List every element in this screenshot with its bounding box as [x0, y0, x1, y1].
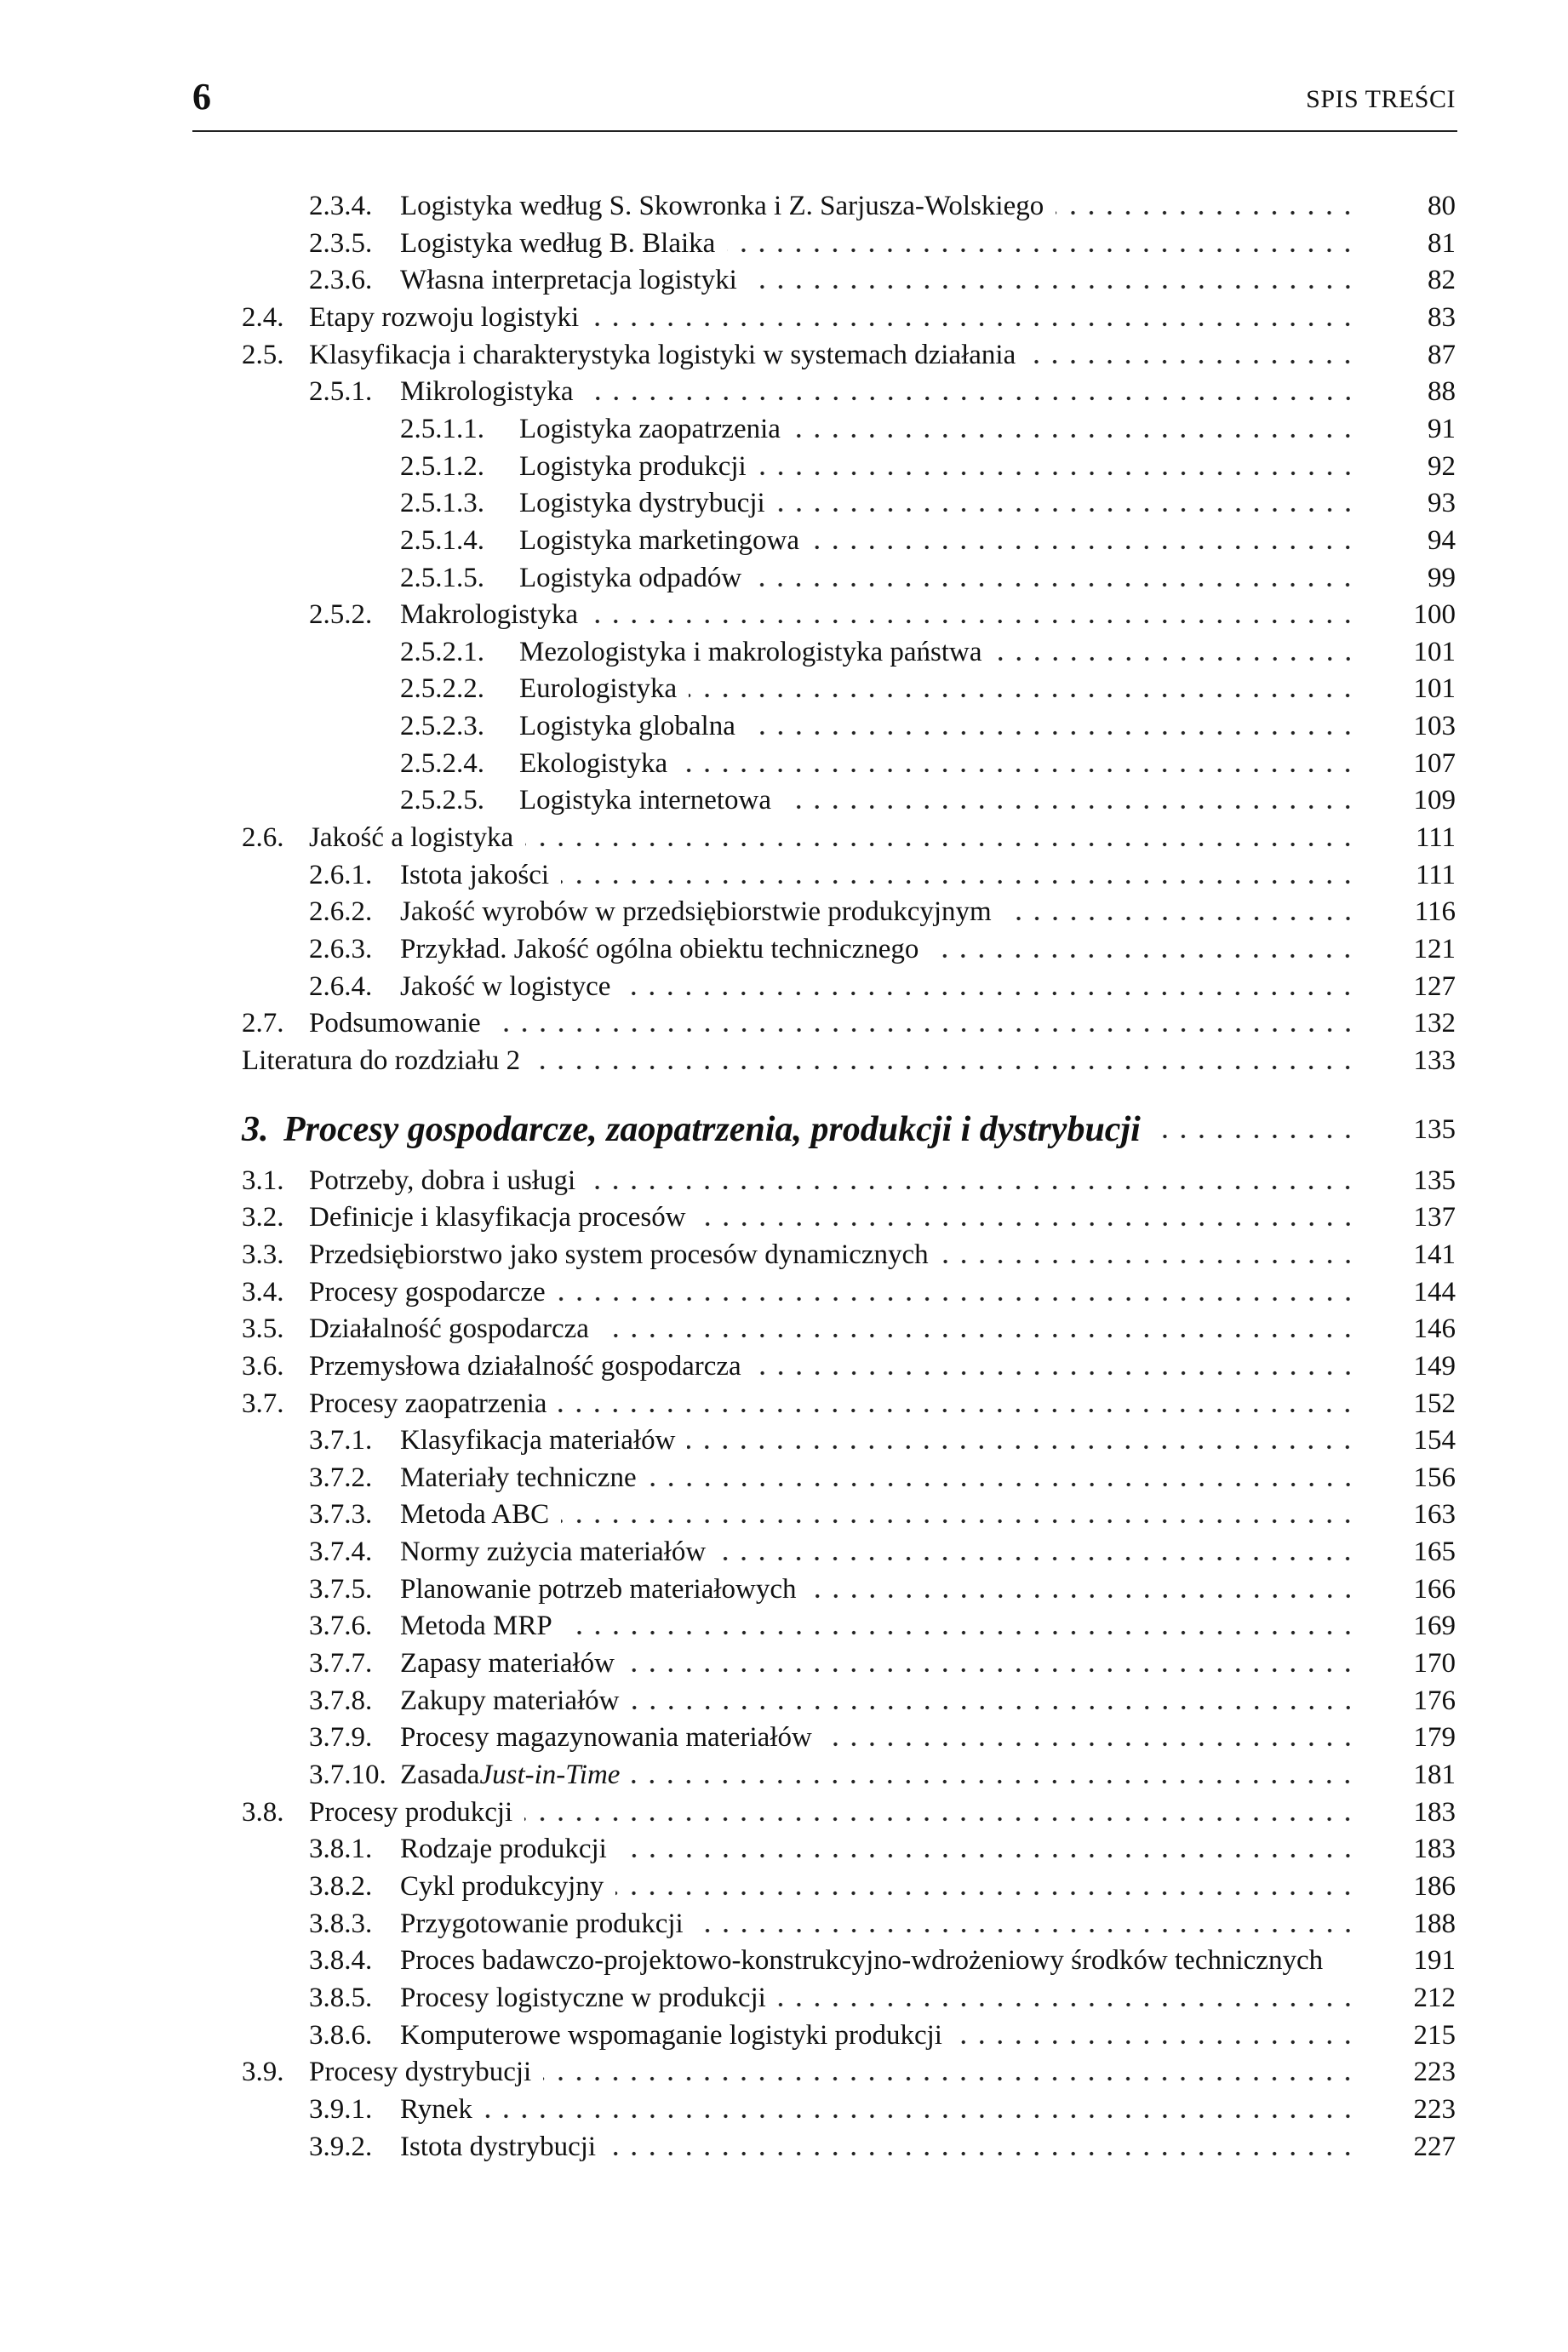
- entry-number: 2.5.1.5.: [400, 562, 484, 593]
- entry-number: 3.8.6.: [309, 2019, 373, 2051]
- entry-title: Jakość w logistyce: [400, 970, 611, 1002]
- toc-entry: [0, 856, 1568, 894]
- toc-entry: [0, 559, 1568, 597]
- dot-leader: [994, 655, 1358, 663]
- entry-number: 3.7.1.: [309, 1425, 373, 1456]
- entry-number: 3.4.: [242, 1276, 284, 1308]
- dot-leader: [525, 840, 1357, 849]
- entry-page-number: 109: [1413, 785, 1456, 816]
- entry-title: Procesy gospodarcze: [309, 1276, 546, 1308]
- entry-page-number: 103: [1413, 711, 1456, 742]
- entry-number: 3.9.: [242, 2057, 284, 2088]
- entry-page-number: 191: [1413, 1945, 1456, 1977]
- entry-page-number: 91: [1428, 413, 1456, 444]
- entry-number: 2.4.: [242, 301, 284, 333]
- entry-title: Logistyka według S. Skowronka i Z. Sarjusza-Wolskiego: [400, 191, 1044, 221]
- toc-entry: [0, 1942, 1568, 1979]
- entry-page-number: 141: [1413, 1239, 1456, 1270]
- toc-chapter-entry: [0, 1106, 1568, 1153]
- entry-page-number: 135: [1413, 1113, 1456, 1145]
- entry-page-number: 94: [1428, 524, 1456, 556]
- entry-number: 2.6.: [242, 822, 284, 854]
- entry-page-number: 82: [1428, 265, 1456, 296]
- entry-title: Procesy zaopatrzenia: [309, 1388, 547, 1419]
- entry-title: Potrzeby, dobra i usługi: [309, 1165, 576, 1196]
- toc-entry: [0, 299, 1568, 336]
- dot-leader: [930, 952, 1357, 960]
- toc-entry: [0, 1042, 1568, 1079]
- toc-entry: [0, 1004, 1568, 1042]
- entry-number: 2.5.2.1.: [400, 636, 484, 667]
- dot-leader: [586, 394, 1358, 403]
- entry-title: Cykl produkcyjny: [400, 1870, 604, 1902]
- entry-number: 3.: [242, 1109, 269, 1149]
- dot-leader: [809, 1592, 1358, 1600]
- entry-page-number: 166: [1413, 1573, 1456, 1605]
- dot-leader: [558, 1295, 1357, 1303]
- entry-title: Logistyka dystrybucji: [519, 488, 765, 519]
- entry-number: 3.9.1.: [309, 2093, 373, 2125]
- toc-entry: [0, 1310, 1568, 1348]
- entry-title: Rynek: [400, 2093, 472, 2125]
- toc-entry: [0, 2053, 1568, 2091]
- toc-entry: [0, 410, 1568, 448]
- entry-title: Mikrologistyka: [400, 376, 574, 408]
- dot-leader: [561, 1517, 1357, 1525]
- toc-entry: [0, 1496, 1568, 1533]
- toc-entry: [0, 745, 1568, 782]
- entry-title: Eurologistyka: [519, 673, 678, 705]
- entry-title: Przemysłowa działalność gospodarcza: [309, 1350, 741, 1382]
- toc-entry: [0, 2091, 1568, 2128]
- entry-page-number: 83: [1428, 301, 1456, 333]
- dot-leader: [778, 2000, 1357, 2009]
- entry-title: Własna interpretacja logistyki: [400, 265, 737, 296]
- toc-entry: [0, 819, 1568, 856]
- entry-number: 2.6.2.: [309, 896, 373, 928]
- toc-entry: [0, 187, 1568, 225]
- entry-title: Logistyka marketingowa: [519, 524, 800, 556]
- entry-number: 2.5.1.3.: [400, 488, 484, 519]
- entry-page-number: 132: [1413, 1008, 1456, 1039]
- entry-title: Komputerowe wspomaganie logistyki produkcji: [400, 2019, 942, 2051]
- entry-page-number: 152: [1413, 1388, 1456, 1419]
- entry-number: 2.5.2.: [309, 599, 373, 631]
- toc-entry: [0, 1273, 1568, 1311]
- toc-entry: [0, 1682, 1568, 1720]
- entry-title: Działalność gospodarcza: [309, 1313, 589, 1345]
- dot-leader: [649, 1480, 1357, 1489]
- header-rule: [192, 130, 1457, 132]
- dot-leader: [698, 1220, 1357, 1228]
- dot-leader: [695, 1926, 1357, 1935]
- entry-title: Ekologistyka: [519, 747, 668, 779]
- page-number: 6: [192, 76, 211, 117]
- entry-title: Procesy logistyczne w produkcji: [400, 1982, 766, 2013]
- entry-page-number: 100: [1413, 599, 1456, 631]
- entry-page-number: 133: [1413, 1044, 1456, 1076]
- entry-page-number: 227: [1413, 2131, 1456, 2162]
- toc-entry: [0, 373, 1568, 410]
- entry-number: 2.5.1.: [309, 376, 373, 408]
- entry-number: 2.3.5.: [309, 227, 373, 259]
- entry-page-number: 87: [1428, 339, 1456, 370]
- entry-number: 3.9.2.: [309, 2131, 373, 2162]
- toc-entry: [0, 2017, 1568, 2054]
- entry-number: 3.7.7.: [309, 1648, 373, 1680]
- toc-entry: [0, 670, 1568, 707]
- entry-page-number: 170: [1413, 1648, 1456, 1680]
- toc-entry: [0, 225, 1568, 262]
- toc-entry: [0, 1905, 1568, 1943]
- toc-entry: [0, 2128, 1568, 2166]
- entry-number: 3.8.: [242, 1796, 284, 1828]
- entry-number: 3.8.3.: [309, 1908, 373, 1939]
- entry-title: Materiały techniczne: [400, 1462, 637, 1493]
- toc-entry: [0, 1533, 1568, 1571]
- dot-leader: [1027, 358, 1357, 366]
- dot-leader: [824, 1740, 1357, 1748]
- dot-leader: [493, 1026, 1357, 1034]
- toc-entry: [0, 1830, 1568, 1868]
- dot-leader: [777, 506, 1357, 514]
- entry-number: 2.5.1.2.: [400, 450, 484, 482]
- entry-title: Proces badawczo-projektowo-konstrukcyjno-wdrożeniowy środków technicznych: [400, 1945, 1324, 1977]
- entry-page-number: 101: [1413, 673, 1456, 705]
- toc-entry: [0, 261, 1568, 299]
- toc-entry: [0, 1571, 1568, 1608]
- toc-entry: [0, 1979, 1568, 2017]
- toc-entry: [0, 707, 1568, 745]
- entry-number: 3.7.5.: [309, 1573, 373, 1605]
- toc-entry: [0, 893, 1568, 930]
- dot-leader: [564, 1628, 1357, 1637]
- entry-title-italic: Just-in-Time: [479, 1760, 621, 1790]
- toc-entry: [0, 1236, 1568, 1273]
- dot-leader: [608, 2149, 1357, 2158]
- toc-entry: [0, 968, 1568, 1005]
- entry-page-number: 144: [1413, 1276, 1456, 1308]
- dot-leader: [687, 1443, 1357, 1451]
- toc-entry: [0, 1794, 1568, 1831]
- entry-title: Procesy gospodarcze, zaopatrzenia, produkcji i dystrybucji: [283, 1109, 1141, 1149]
- entry-number: 2.5.2.3.: [400, 711, 484, 742]
- toc-entry: [0, 1199, 1568, 1236]
- entry-page-number: 181: [1413, 1760, 1456, 1790]
- entry-title: Planowanie potrzeb materiałowych: [400, 1573, 797, 1605]
- entry-number: 3.7.6.: [309, 1611, 373, 1642]
- toc-entry: [0, 1348, 1568, 1385]
- entry-page-number: 186: [1413, 1870, 1456, 1902]
- dot-leader: [1004, 914, 1357, 923]
- entry-number: 3.6.: [242, 1350, 284, 1382]
- entry-title: Zapasy materiałów: [400, 1648, 615, 1680]
- entry-number: 2.5.1.4.: [400, 524, 484, 556]
- entry-page-number: 179: [1413, 1722, 1456, 1754]
- entry-title: Makrologistyka: [400, 599, 578, 631]
- dot-leader: [622, 989, 1357, 998]
- entry-page-number: 154: [1413, 1425, 1456, 1456]
- entry-number: 3.5.: [242, 1313, 284, 1345]
- dot-leader: [591, 320, 1357, 329]
- entry-page-number: 212: [1413, 1982, 1456, 2013]
- dot-leader: [811, 543, 1357, 552]
- dot-leader: [558, 1406, 1357, 1415]
- dot-leader: [954, 2038, 1357, 2046]
- toc-entry: [0, 336, 1568, 374]
- entry-number: 3.8.4.: [309, 1945, 373, 1977]
- entry-number: 2.5.2.4.: [400, 747, 484, 779]
- toc-entry: [0, 633, 1568, 671]
- toc-entry: [0, 1422, 1568, 1459]
- dot-leader: [561, 878, 1357, 886]
- dot-leader: [753, 581, 1357, 589]
- entry-page-number: 127: [1413, 970, 1456, 1002]
- entry-page-number: 223: [1413, 2093, 1456, 2125]
- entry-title: Zakupy materiałów: [400, 1685, 620, 1716]
- entry-title: Metoda ABC: [400, 1499, 550, 1531]
- dot-leader: [632, 1777, 1357, 1786]
- dot-leader: [727, 246, 1357, 255]
- entry-page-number: 107: [1413, 747, 1456, 779]
- dot-leader: [627, 1666, 1357, 1674]
- entry-page-number: 121: [1413, 934, 1456, 964]
- toc-entry: [0, 930, 1568, 968]
- toc-entry: [0, 522, 1568, 559]
- entry-title: Rodzaje produkcji: [400, 1834, 607, 1865]
- entry-title: Metoda MRP: [400, 1611, 552, 1642]
- entry-title: Normy zużycia materiałów: [400, 1537, 707, 1568]
- entry-title: Przygotowanie produkcji: [400, 1908, 684, 1939]
- entry-number: 2.3.4.: [309, 191, 373, 221]
- entry-number: 3.7.9.: [309, 1722, 373, 1754]
- entry-page-number: 99: [1428, 562, 1456, 593]
- dot-leader: [679, 766, 1357, 775]
- entry-number: 2.3.6.: [309, 265, 373, 296]
- entry-title: Podsumowanie: [309, 1008, 481, 1039]
- entry-number: 2.6.3.: [309, 934, 373, 964]
- entry-title: Klasyfikacja i charakterystyka logistyki w systemach działania: [309, 339, 1016, 370]
- entry-number: 3.7.8.: [309, 1685, 373, 1716]
- entry-title: Jakość a logistyka: [309, 822, 514, 854]
- dot-leader: [532, 1063, 1357, 1072]
- entry-title: Przedsiębiorstwo jako system procesów dynamicznych: [309, 1239, 929, 1270]
- entry-page-number: 92: [1428, 450, 1456, 482]
- toc-entry: [0, 1645, 1568, 1682]
- entry-title: Logistyka według B. Blaika: [400, 227, 716, 259]
- toc-entry: [0, 1459, 1568, 1496]
- entry-page-number: 156: [1413, 1462, 1456, 1493]
- entry-number: 3.8.2.: [309, 1870, 373, 1902]
- entry-page-number: 176: [1413, 1685, 1456, 1716]
- entry-page-number: 93: [1428, 488, 1456, 519]
- entry-number: 2.7.: [242, 1008, 284, 1039]
- entry-page-number: 183: [1413, 1834, 1456, 1865]
- dot-leader: [749, 283, 1357, 291]
- entry-title: Logistyka odpadów: [519, 562, 742, 593]
- dot-leader: [753, 1369, 1357, 1377]
- toc-entry: [0, 484, 1568, 522]
- entry-page-number: 137: [1413, 1202, 1456, 1233]
- entry-page-number: 165: [1413, 1537, 1456, 1568]
- entry-title: Logistyka produkcji: [519, 450, 747, 482]
- entry-number: 2.5.2.5.: [400, 785, 484, 816]
- toc-entry: [0, 596, 1568, 633]
- entry-page-number: 116: [1414, 896, 1456, 928]
- entry-title: Logistyka globalna: [519, 711, 735, 742]
- dot-leader: [747, 729, 1357, 737]
- entry-number: 2.5.1.1.: [400, 413, 484, 444]
- dot-leader: [783, 803, 1357, 811]
- entry-number: 3.7.10.: [309, 1760, 386, 1790]
- entry-number: 2.5.2.2.: [400, 673, 484, 705]
- entry-title: Istota dystrybucji: [400, 2131, 597, 2162]
- dot-leader: [590, 617, 1357, 626]
- entry-title: Mezologistyka i makrologistyka państwa: [519, 636, 982, 667]
- entry-page-number: 215: [1413, 2019, 1456, 2051]
- dot-leader: [524, 1815, 1357, 1823]
- entry-page-number: 146: [1413, 1313, 1456, 1345]
- dot-leader: [1153, 1132, 1357, 1141]
- entry-page-number: 223: [1413, 2057, 1456, 2088]
- entry-page-number: 80: [1428, 191, 1456, 221]
- entry-page-number: 149: [1413, 1350, 1456, 1382]
- entry-title: Etapy rozwoju logistyki: [309, 301, 580, 333]
- entry-number: 3.2.: [242, 1202, 284, 1233]
- entry-number: 3.3.: [242, 1239, 284, 1270]
- entry-page-number: 111: [1415, 859, 1456, 890]
- entry-title: Logistyka internetowa: [519, 785, 772, 816]
- toc-entry: [0, 448, 1568, 485]
- entry-page-number: 81: [1428, 227, 1456, 259]
- entry-title: Procesy magazynowania materiałów: [400, 1722, 812, 1754]
- entry-title: Zasada: [400, 1760, 480, 1790]
- entry-number: 3.7.: [242, 1388, 284, 1419]
- dot-leader: [941, 1257, 1357, 1266]
- entry-number: 3.7.2.: [309, 1462, 373, 1493]
- entry-page-number: 188: [1413, 1908, 1456, 1939]
- dot-leader: [632, 1703, 1358, 1712]
- entry-page-number: 111: [1415, 822, 1456, 854]
- entry-title: Procesy dystrybucji: [309, 2057, 532, 2088]
- toc-entry: [0, 1607, 1568, 1645]
- entry-title: Istota jakości: [400, 859, 550, 890]
- toc-entry: [0, 1868, 1568, 1905]
- entry-title: Procesy produkcji: [309, 1796, 513, 1828]
- running-title: SPIS TREŚCI: [1306, 85, 1456, 113]
- toc-entry: [0, 1756, 1568, 1794]
- dot-leader: [793, 432, 1357, 440]
- toc-entry: [0, 1162, 1568, 1199]
- dot-leader: [689, 691, 1357, 700]
- dot-leader: [758, 469, 1357, 478]
- dot-leader: [619, 1851, 1357, 1860]
- entry-title: Jakość wyrobów w przedsiębiorstwie produkcyjnym: [400, 896, 992, 928]
- entry-number: 2.5.: [242, 339, 284, 370]
- entry-number: 2.6.4.: [309, 970, 373, 1002]
- dot-leader: [484, 2112, 1357, 2120]
- entry-title: Literatura do rozdziału 2: [242, 1044, 521, 1076]
- dot-leader: [601, 1331, 1357, 1340]
- entry-page-number: 169: [1413, 1611, 1456, 1642]
- entry-page-number: 183: [1413, 1796, 1456, 1828]
- toc-entry: [0, 781, 1568, 819]
- entry-title: Definicje i klasyfikacja procesów: [309, 1202, 686, 1233]
- entry-title: Klasyfikacja materiałów: [400, 1425, 676, 1456]
- entry-page-number: 163: [1413, 1499, 1456, 1531]
- dot-leader: [587, 1183, 1357, 1192]
- dot-leader: [718, 1554, 1357, 1563]
- entry-page-number: 88: [1428, 376, 1456, 408]
- entry-page-number: 135: [1413, 1165, 1456, 1196]
- dot-leader: [615, 1889, 1357, 1897]
- entry-number: 3.7.3.: [309, 1499, 373, 1531]
- entry-number: 3.1.: [242, 1165, 284, 1196]
- entry-title: Logistyka zaopatrzenia: [519, 413, 781, 444]
- dot-leader: [543, 2074, 1357, 2083]
- dot-leader: [1056, 209, 1357, 217]
- toc-entry: [0, 1385, 1568, 1422]
- entry-page-number: 101: [1413, 636, 1456, 667]
- entry-number: 2.6.1.: [309, 859, 373, 890]
- entry-number: 3.7.4.: [309, 1537, 373, 1568]
- entry-number: 3.8.5.: [309, 1982, 373, 2013]
- toc-entry: [0, 1719, 1568, 1756]
- entry-title: Przykład. Jakość ogólna obiektu technicznego: [400, 934, 919, 964]
- entry-number: 3.8.1.: [309, 1834, 373, 1865]
